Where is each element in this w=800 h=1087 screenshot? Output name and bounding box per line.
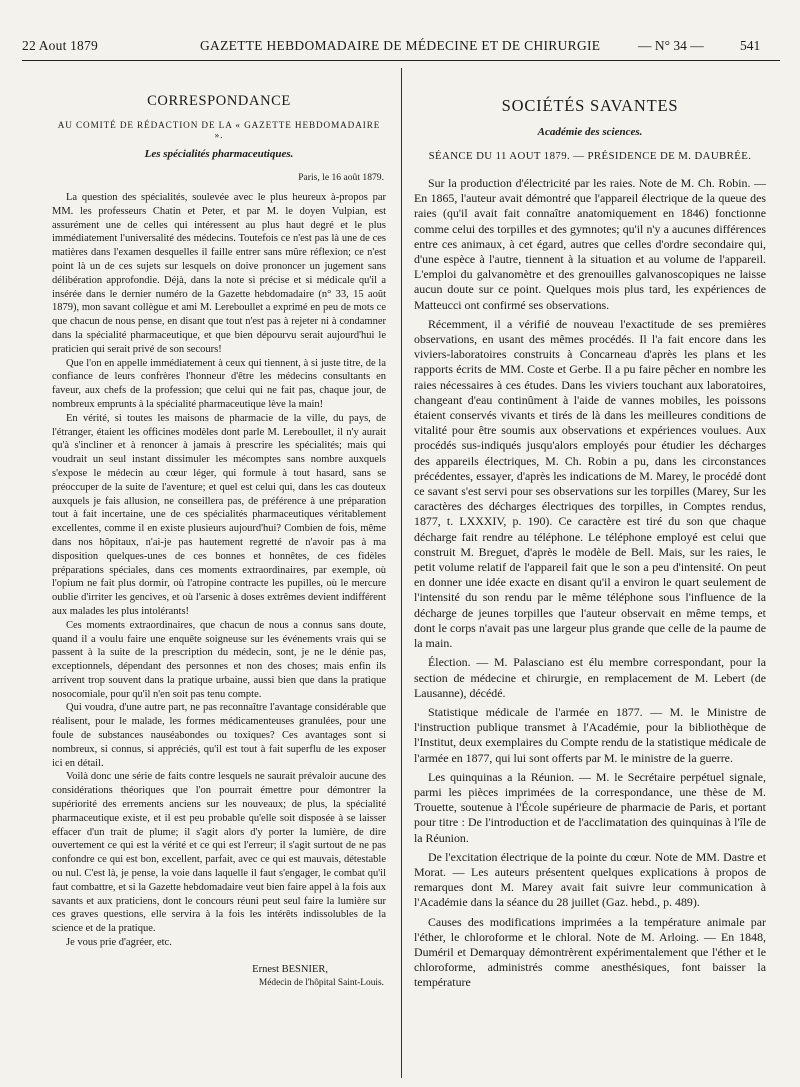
signature-title: Médecin de l'hôpital Saint-Louis. — [258, 977, 384, 988]
paragraph: Qui voudra, d'une autre part, ne pas reconnaître l'avantage considérable que réalisent, pour le malade, les formes médicamenteuses granulées, pour une foule de substances nauséabondes ou toxiques? Ces avantages sont si nombreux, si connus, si appréciés, qu'il est tout à fait superflu de les exposer ici en détail. — [52, 702, 386, 769]
issue-number: — N° 34 — — [638, 38, 704, 53]
societies-column — [414, 70, 766, 995]
column-divider — [401, 68, 402, 1078]
letter-date: Paris, le 16 août 1879. — [298, 172, 384, 183]
paragraph: Je vous prie d'agréer, etc. — [66, 937, 172, 949]
page-number: 541 — [740, 38, 761, 53]
paragraph: Voilà donc une série de faits contre lesquels ne saurait prévaloir aucune des considérations théoriques que l'on pourrait émettre pour démontrer la supériorité des errements anciens sur les nouveaux; de plus, la spécialité pharmaceutique existe, et il est peu probable qu'elle soit disposée à se laisser effacer d'un trait de plume; il s'agit alors d'y porter la lumière, de dire ouvertement ce qui est la vérité et ce qui est l'erreur; il s'agit surtout de ne pas confondre ce qui est bon, excellent, parfait, avec ce qui est mauvais, détestable ou nul. C'est là, je pense, la voie dans laquelle il faut s'engager, le combat qu'il faut combattre, et si la Gazette hebdomadaire veut bien faire appel à la fois aux savants et aux praticiens, dont le concours réuni peut seul faire la lumière sur ces graves questions, elle servira à la fois les intérêts indissolubles de la science et de la pratique. — [52, 771, 386, 935]
paragraph: La question des spécialités, soulevée avec le plus heureux à-propos par MM. les professeurs Chatin et Peter, et par M. le doyen Vulpian, est assurément une de celles qui intéressent au plus haut degré et le plus immédiatement l'universalité des médecins. Toutefois ce n'est pas là une de ces matières dans l'examen desquelles il faille entrer sans mûre réflexion; ce n'est point là un de ces sujets sur lesquels on doive prononcer un jugement sans délibération approfondie. Déjà, dans la note si précise et si médicale qu'il a insérée dans le dernier numéro de la Gazette hebdomadaire (n° 33, 15 août 1879), mon savant collègue et ami M. Lereboullet a exprimé en peu de mots ce que chacun de nous pense, en disant que tout n'est pas à rejeter ni à condamner dans la spécialité pharmaceutique, et que bien dépourvu serait aujourd'hui le praticien qui serait privé de son secours! — [52, 192, 386, 355]
paragraph: Sur la production d'électricité par les raies. Note de M. Ch. Robin. — En 1865, l'auteur avait démontré que l'appareil électrique de la queue des raies (qu'il avait fait connaître anatomiquement en 1846) fonctionne comme celui des torpilles et des gymnotes; qu'il n'y a aucunes différences entre ces animaux, à cet égard, autres que celles d'ordre secondaire qui, d'une espèce à l'autre, tiennent à la situation et au volume de l'appareil. L'emploi du galvanomètre et des grenouilles galvanoscopiques ne laisse aucun doute sur ce point. Quelques mois plus tard, les expériences de Matteucci ont confirmé ses observations. — [414, 176, 766, 312]
section-heading: SOCIÉTÉS SAVANTES — [501, 96, 679, 115]
paragraph: Statistique médicale de l'armée en 1877. — M. le Ministre de l'instruction publique transmet à l'Académie, pour la bibliothèque de l'Institut, deux exemplaires du Compte rendu de la statistique médicale de l'armée en 1877, qui lui sont offerts par M. le ministre de la guerre. — [414, 704, 766, 765]
paragraph: En vérité, si toutes les maisons de pharmacie de la ville, du pays, de l'étranger, étaient les officines modèles dont parle M. Lereboullet, il n'y aurait qu'à s'incliner et à renoncer à jamais à prescrire les spécialités; mais qui voudrait un seul instant dissimuler les mécomptes sans nombre auxquels s'expose le médecin au cœur léger, qui formule à tout hasard, sans se préoccuper de la suite de l'aventure; et quel est celui qui, dans les cas douteux auxquels je fais allusion, ne conseillera pas, de préférence à une préparation tout à fait incertaine, une de ces spécialités pharmaceutiques véritablement excellentes, comme il en existe plusieurs aujourd'hui? Combien de fois, même dans nos hôpitaux, n'ai-je pas hautement regretté de n'avoir pas à ma disposition quelques-unes de ces bonnes et honnêtes, de ces fidèles préparations spéciales, dans ces moments extraordinaires, par exemple, où l'opium ne fait plus dormir, où l'atropine contracte les pupilles, où le mercure oublie d'irriter les gencives, et où l'arsenic à doses extrêmes devient indifférent aux malades les plus intolérants! — [52, 412, 386, 617]
paragraph: Les quinquinas a la Réunion. — M. le Secrétaire perpétuel signale, parmi les pièces imprimées de la correspondance, une thèse de M. Trouette, soutenue à l'École supérieure de pharmacie de Paris, et portant pour titre : De l'introduction et de l'acclimatation des quinquinas à l'île de la Réunion. — [414, 769, 766, 845]
journal-title: GAZETTE HEBDOMADAIRE DE MÉDECINE ET DE CHIRURGIE — [200, 38, 601, 53]
article-title: Les spécialités pharmaceutiques. — [144, 148, 294, 160]
paragraph: Causes des modifications imprimées a la température animale par l'éther, le chloroforme et le chloral. Note de M. Arloing. — En 1848, Duméril et Demarquay démontrèrent expérimentalement que l'éther et le chloroforme, administrés comme anesthésiques, font baisser la température — [414, 914, 766, 990]
section-heading: CORRESPONDANCE — [147, 93, 291, 109]
paragraph: De l'excitation électrique de la pointe du cœur. Note de MM. Dastre et Morat. — Les auteurs présentent quelques explications à propos de remarques dont M. Marey avait fait suivre leur communication à l'Académie dans la séance du 28 juillet (Gaz. hebd., p. 489). — [414, 849, 766, 910]
paragraph: Élection. — M. Palasciano est élu membre correspondant, pour la section de médecine et chirurgie, en remplacement de M. Lebert (de Lausanne), décédé. — [414, 655, 766, 700]
section-subheading: AU COMITÉ DE RÉDACTION DE LA « GAZETTE HEBDOMADAIRE ». — [57, 120, 381, 140]
paragraph: Que l'on en appelle immédiatement à ceux qui tiennent, à si juste titre, de la confiance de leurs confrères l'honneur d'être les médecins consultants en faveur, aux chefs de la profession; que celui qui ne fait pas, chaque jour, de nombreux emprunts à la spécialité pharmaceutique lève la main! — [52, 357, 386, 410]
page-header — [22, 30, 780, 58]
paragraph: Ces moments extraordinaires, que chacun de nous a connus sans doute, quand il a voulu faire une enquête soigneuse sur les événements vrais qui se passent à la suite de la prescription du médecin, sont, je ne le dénie pas, exceptionnels, dépendant des personnes et non des choses; mais enfin ils arrivent trop souvent dans la pratique urbaine, aussi bien que dans la pratique nosocomiale, pour qu'il n'en soit pas tenu compte. — [52, 619, 386, 700]
correspondence-column — [52, 70, 386, 988]
section-subheading: Académie des sciences. — [537, 126, 643, 138]
paragraph: Récemment, il a vérifié de nouveau l'exactitude de ses premières observations, en usant des mêmes procédés. Il l'a fait encore dans les viviers-laboratoires construits à Concarneau d'après les plans et les rapports écrits de MM. Coste et Gerbe. Il a pu faire pêcher en nombre les raies nécessaires à ces études. Dans les viviers touchant aux laboratoires, changeant d'eau continûment à l'aide de vannes mobiles, les poissons étaient conservés vivants et tirés de là dans les meilleures conditions de vitalité pour être soumis aux observations et expériences voulues. Aux procédés sus-indiqués jusqu'alors employés pour étudier les décharges des appareils électriques, M. Ch. Robin a pu, dans les circonstances précédentes, essayer, d'après les indications de M. Marey, le procédé dont ce savant s'est servi pour ses observations sur les torpilles (Marey, Sur les caractères des décharges électriques des torpilles, in Comptes rendus, 1877, t. LXXXIV, p. 190). Ce caractère est tiré du son que chaque décharge fait rendre au téléphone. Le téléphone employé est celui que construit M. Breguet, d'après le modèle de Bell. Mais, sur les raies, le petit volume relatif de l'appareil fait que le son a peu d'intensité. On peut en donner une idée exacte en disant qu'il a environ le quart seulement de l'intensité du son rendu par le même téléphone sous l'influence de la décharge de jeunes torpilles que l'auteur observait en même temps, et dont le corps n'avait pas une largeur plus grande que celle de la paume de la main. — [414, 316, 766, 651]
header-date: 22 Aout 1879 — [22, 38, 98, 53]
header-rule — [22, 60, 780, 61]
session-line: SÉANCE DU 11 AOUT 1879. — PRÉSIDENCE DE M. DAUBRÉE. — [428, 150, 752, 162]
signature-name: Ernest BESNIER, — [252, 963, 328, 975]
